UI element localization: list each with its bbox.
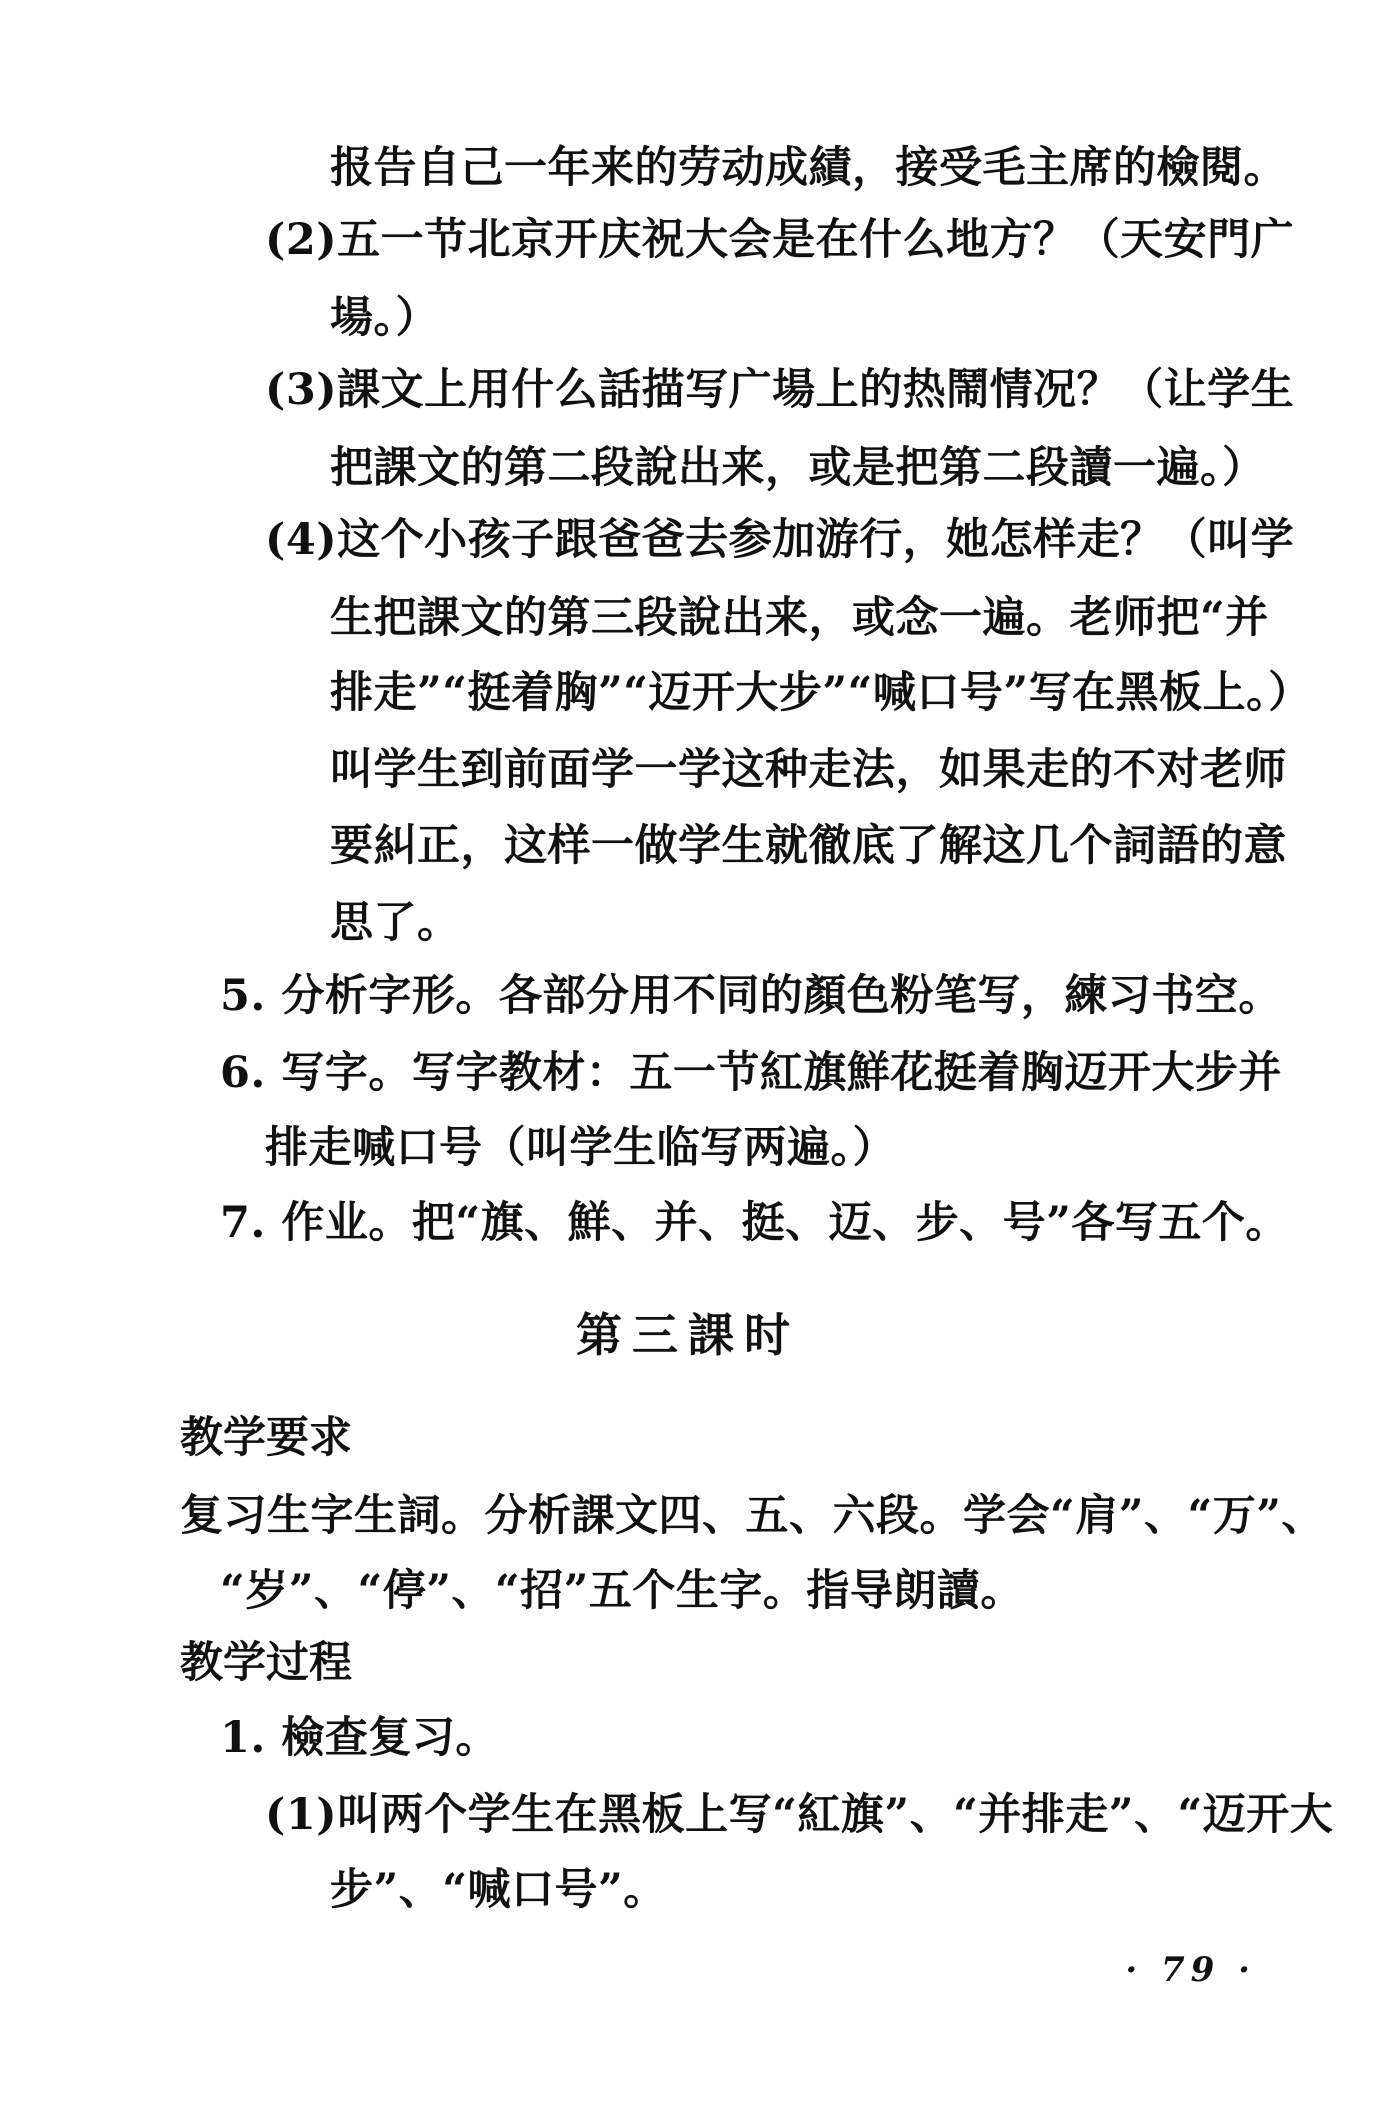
text-line: 把課文的第二段說出来，或是把第二段讀一遍。） [330, 443, 1266, 493]
text-line: 要糾正，这样一做学生就徹底了解这几个詞語的意 [330, 821, 1287, 871]
text-line: 1. 檢查复习。 [220, 1713, 499, 1763]
text-line: 生把課文的第三段說出来，或念一遍。老师把“并 [330, 593, 1269, 643]
text-line: (1)叫两个学生在黑板上写“紅旗”、“并排走”、“迈开大 [265, 1790, 1334, 1840]
teaching-process-heading: 教学过程 [180, 1638, 352, 1688]
text-line: 复习生字生詞。分析課文四、五、六段。学会“肩”、“万”、 [180, 1491, 1325, 1541]
text-line: 場。） [330, 293, 439, 343]
text-line: 步”、“喊口号”。 [330, 1865, 667, 1915]
text-line: 5. 分析字形。各部分用不同的顏色粉笔写，練习书空。 [220, 971, 1282, 1021]
text-line: 报告自己一年来的劳动成績，接受毛主席的檢閱。 [330, 143, 1287, 193]
text-line: 叫学生到前面学一学这种走法，如果走的不对老师 [330, 745, 1287, 795]
teaching-requirements-heading: 教学要求 [180, 1413, 352, 1463]
text-line: 思了。 [330, 898, 461, 948]
text-line: (2)五一节北京开庆祝大会是在什么地方？（天安門广 [265, 215, 1295, 265]
text-line: (4)这个小孩子跟爸爸去参加游行，她怎样走？（叫学 [265, 515, 1295, 565]
section-title: 第三課时 [576, 1308, 800, 1362]
text-line: 6. 写字。写字教材：五一节紅旗鮮花挺着胸迈开大步并 [220, 1048, 1282, 1098]
text-line: 7. 作业。把“旗、鮮、并、挺、迈、步、号”各写五个。 [220, 1198, 1289, 1248]
text-line: “岁”、“停”、“招”五个生字。指导朗讀。 [220, 1566, 1024, 1616]
page-number: · 79 · [1125, 1950, 1256, 1990]
text-line: 排走”“挺着胸”“迈开大步”“喊口号”写在黑板上。） [330, 668, 1312, 718]
text-line: (3)課文上用什么話描写广場上的热鬧情况？（让学生 [265, 365, 1295, 415]
text-line: 排走喊口号（叫学生临写两遍。） [265, 1123, 896, 1173]
